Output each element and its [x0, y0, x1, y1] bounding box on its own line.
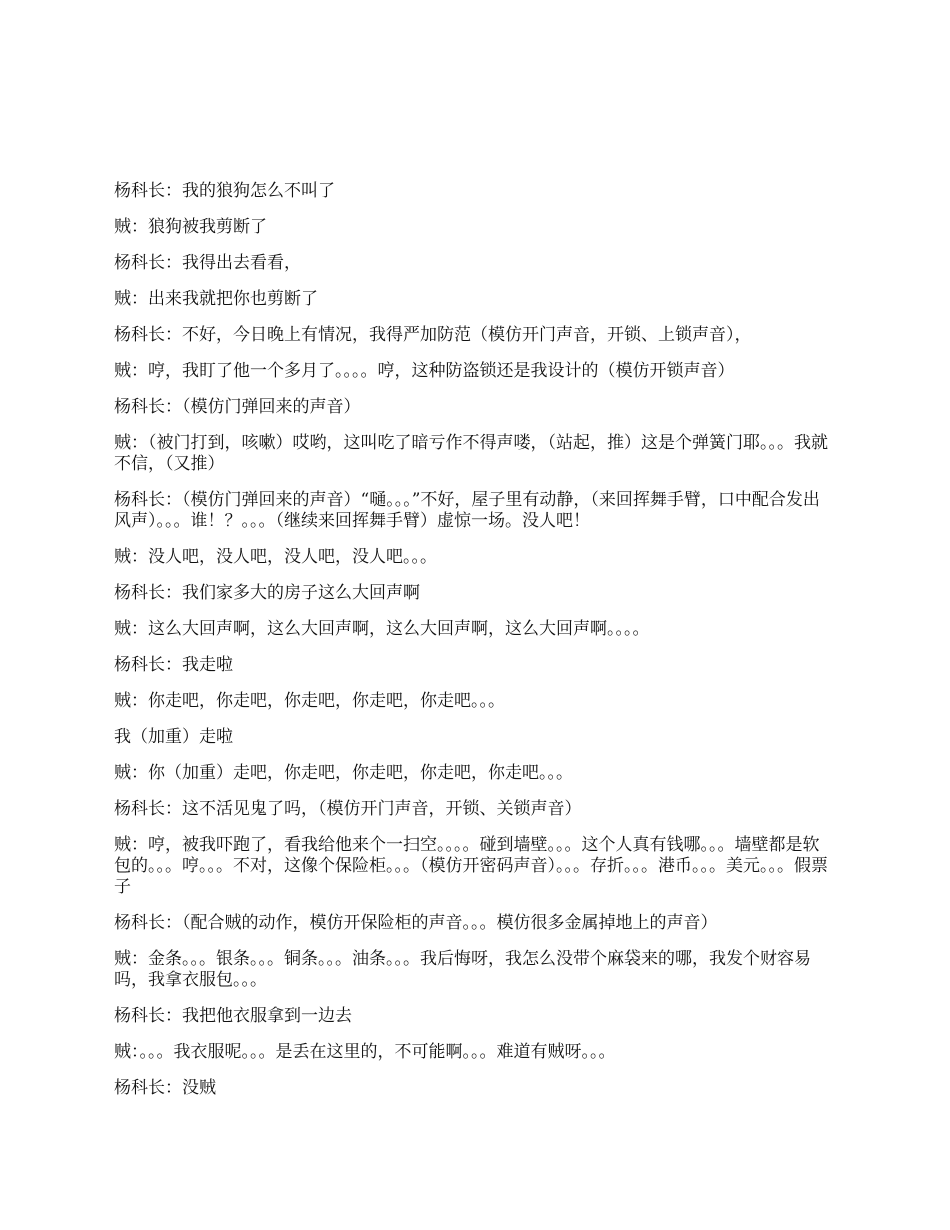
- dialogue-line: 贼：出来我就把你也剪断了: [114, 289, 318, 309]
- dialogue-line: 贼：你走吧，你走吧，你走吧，你走吧，你走吧。。。: [114, 691, 505, 711]
- dialogue-line: 贼：金条。。。银条。。。铜条。。。油条。。。我后悔呀，我怎么没带个麻袋来的哪，我发个财容易吗，我拿衣服包。。。: [114, 949, 811, 990]
- dialogue-line: 贼：这么大回声啊，这么大回声啊，这么大回声啊，这么大回声啊。。。。: [114, 619, 650, 639]
- dialogue-line: 贼：狼狗被我剪断了: [114, 217, 267, 237]
- dialogue-line: 我（加重）走啦: [114, 727, 233, 747]
- dialogue-line: 杨科长：我走啦: [114, 655, 233, 675]
- dialogue-line: 杨科长：我的狼狗怎么不叫了: [114, 181, 335, 201]
- dialogue-line: 杨科长：（配合贼的动作，模仿开保险柜的声音。。。模仿很多金属掉地上的声音）: [114, 913, 718, 933]
- dialogue-line: 贼：。。。我衣服呢。。。是丢在这里的，不可能啊。。。难道有贼呀。。。: [114, 1042, 616, 1062]
- dialogue-line: 杨科长：不好，今日晚上有情况，我得严加防范（模仿开门声音，开锁、上锁声音），: [114, 325, 752, 345]
- dialogue-line: 杨科长：我得出去看看，: [114, 253, 301, 273]
- dialogue-line: 杨科长：我们家多大的房子这么大回声啊: [114, 583, 420, 603]
- dialogue-line: 杨科长：没贼: [114, 1078, 216, 1098]
- dialogue-line: 贼：（被门打到，咳嗽）哎哟，这叫吃了暗亏作不得声喽，（站起，推）这是个弹簧门耶。。。我就不信，（又推）: [114, 433, 828, 474]
- dialogue-line: 贼：你（加重）走吧，你走吧，你走吧，你走吧，你走吧。。。: [114, 763, 573, 783]
- dialogue-line: 杨科长：我把他衣服拿到一边去: [114, 1006, 352, 1026]
- dialogue-line: 贼：没人吧，没人吧，没人吧，没人吧。。。: [114, 547, 437, 567]
- dialogue-line: 贼：哼，我盯了他一个多月了。。。。哼，这种防盗锁还是我设计的（模仿开锁声音）: [114, 361, 735, 381]
- dialogue-line: 杨科长：这不活见鬼了吗，（模仿开门声音，开锁、关锁声音）: [114, 799, 582, 819]
- dialogue-line: 贼：哼，被我吓跑了，看我给他来个一扫空。。。。碰到墙壁。。。这个人真有钱哪。。。墙壁都是软包的。。。哼。。。不对，这像个保险柜。。。（模仿开密码声音）。。。存折。。。港币。。。美元。。。假票子: [114, 835, 828, 897]
- document-body: [114, 181, 836, 1114]
- dialogue-line: 杨科长：（模仿门弹回来的声音）: [114, 397, 361, 417]
- dialogue-line: 杨科长：（模仿门弹回来的声音）“嗵。。。”不好，屋子里有动静，（来回挥舞手臂，口中配合发出风声）。。。谁！？。。。（继续来回挥舞手臂）虚惊一场。没人吧！: [114, 490, 820, 531]
